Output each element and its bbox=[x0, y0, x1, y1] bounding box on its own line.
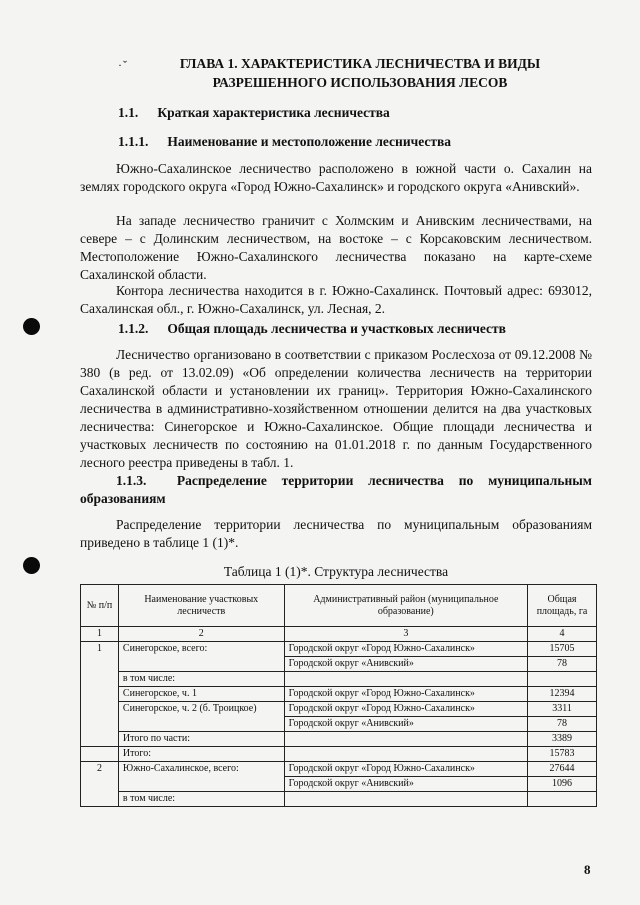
paragraph-organization: Лесничество организовано в соответствии с приказом Рослесхоза от 09.12.2008 № 380 (в ред. от 13.02.09) «Об определении количества лесничеств на территории Сахалинской области и установлении их границ». Территория Южно-Сахалинского лесничества в административно-хозяйственном отношении делится на два участковых лесничества: Синегорское и Южно-Сахалинское. Общие площади лесничества и участковых лесничеств по состоянию на 01.01.2018 г. по данным Государственного лесного реестра приведены в табл. 1. bbox=[80, 347, 592, 470]
section-number: 1.1.2. bbox=[118, 321, 149, 336]
section-1-1-3-heading bbox=[80, 472, 592, 508]
table-row bbox=[81, 792, 597, 807]
district: Городской округ «Город Южно-Сахалинск» bbox=[284, 702, 527, 717]
section-title: Распределение территории лесничества по муниципальным образованиям bbox=[80, 473, 593, 506]
area: 12394 bbox=[528, 687, 597, 702]
district: Городской округ «Город Южно-Сахалинск» bbox=[284, 762, 527, 777]
district: Городской округ «Город Южно-Сахалинск» bbox=[284, 642, 527, 657]
colnum: 4 bbox=[528, 627, 597, 642]
district: Городской округ «Анивский» bbox=[284, 777, 527, 792]
colnum: 3 bbox=[284, 627, 527, 642]
table-row bbox=[81, 747, 597, 762]
header-num: № п/п bbox=[81, 585, 119, 627]
chapter-title-line-2: РАЗРЕШЕННОГО ИСПОЛЬЗОВАНИЯ ЛЕСОВ bbox=[212, 75, 508, 90]
table-caption: Таблица 1 (1)*. Структура лесничества bbox=[223, 564, 449, 579]
scan-mark: ·ˇ bbox=[118, 58, 128, 72]
row-number: 2 bbox=[81, 762, 119, 807]
row-number: 1 bbox=[81, 642, 119, 747]
paragraph-distribution: Распределение территории лесничества по муниципальным образованиям приведено в таблице 1 (1)*. bbox=[80, 517, 592, 550]
including-label: в том числе: bbox=[118, 672, 284, 687]
area: 78 bbox=[528, 717, 597, 732]
district: Городской округ «Анивский» bbox=[284, 657, 527, 672]
area: 3311 bbox=[528, 702, 597, 717]
section-number: 1.1.1. bbox=[118, 134, 149, 149]
empty-cell bbox=[284, 792, 527, 807]
empty-cell bbox=[528, 672, 597, 687]
section-1-1-2-heading bbox=[118, 320, 506, 338]
forestry-part-name: Синегорское, ч. 2 (б. Троицкое) bbox=[118, 702, 284, 732]
binder-hole bbox=[23, 557, 40, 574]
paragraph-location: Южно-Сахалинское лесничество расположено в южной части о. Сахалин на землях городского округа «Город Южно-Сахалинск» и городского округа «Анивский». bbox=[80, 161, 592, 194]
table-row bbox=[81, 642, 597, 657]
binder-hole bbox=[23, 318, 40, 335]
table-row bbox=[81, 762, 597, 777]
forestry-name: Южно-Сахалинское, всего: bbox=[118, 762, 284, 792]
forestry-part-name: Синегорское, ч. 1 bbox=[118, 687, 284, 702]
table-row bbox=[81, 702, 597, 717]
district: Городской округ «Анивский» bbox=[284, 717, 527, 732]
area: 78 bbox=[528, 657, 597, 672]
colnum: 2 bbox=[118, 627, 284, 642]
header-area: Общая площадь, га bbox=[528, 585, 597, 627]
including-label: в том числе: bbox=[118, 792, 284, 807]
area: 15783 bbox=[528, 747, 597, 762]
empty-cell bbox=[81, 747, 119, 762]
paragraph-office: Контора лесничества находится в г. Южно-Сахалинск. Почтовый адрес: 693012, Сахалинская обл., г. Южно-Сахалинск, ул. Лесная, 2. bbox=[80, 283, 592, 316]
table-row bbox=[81, 672, 597, 687]
paragraph-borders: На западе лесничество граничит с Холмским и Анивским лесничествами, на севере – с Долинским лесничеством, на востоке – с Корсаковским лесничеством. Местоположение Южно-Сахалинского лесничества показано на карте-схеме Сахалинской области. bbox=[80, 213, 592, 282]
chapter-title-line-1: ГЛАВА 1. ХАРАКТЕРИСТИКА ЛЕСНИЧЕСТВА И ВИДЫ bbox=[179, 56, 541, 71]
subtotal-label: Итого по части: bbox=[118, 732, 284, 747]
column-number-row bbox=[81, 627, 597, 642]
total-label: Итого: bbox=[118, 747, 284, 762]
area: 15705 bbox=[528, 642, 597, 657]
header-district: Административный район (муниципальное образование) bbox=[284, 585, 527, 627]
section-number: 1.1.3. bbox=[116, 473, 147, 488]
empty-cell bbox=[284, 747, 527, 762]
header-name: Наименование участковых лесничеств bbox=[118, 585, 284, 627]
section-title: Краткая характеристика лесничества bbox=[157, 105, 390, 120]
area: 1096 bbox=[528, 777, 597, 792]
area: 3389 bbox=[528, 732, 597, 747]
empty-cell bbox=[284, 732, 527, 747]
section-1-1-1-heading bbox=[118, 133, 451, 151]
section-title: Наименование и местоположение лесничества bbox=[167, 134, 452, 149]
forestry-name: Синегорское, всего: bbox=[118, 642, 284, 672]
area: 27644 bbox=[528, 762, 597, 777]
table-header-row bbox=[81, 585, 597, 627]
table-row bbox=[81, 732, 597, 747]
table-row bbox=[81, 687, 597, 702]
empty-cell bbox=[528, 792, 597, 807]
district: Городской округ «Город Южно-Сахалинск» bbox=[284, 687, 527, 702]
section-title: Общая площадь лесничества и участковых лесничеств bbox=[167, 321, 506, 336]
chapter-title bbox=[150, 54, 570, 92]
section-1-1-heading bbox=[118, 104, 390, 122]
section-number: 1.1. bbox=[118, 105, 139, 120]
structure-table bbox=[80, 584, 597, 807]
empty-cell bbox=[284, 672, 527, 687]
colnum: 1 bbox=[81, 627, 119, 642]
page-number: 8 bbox=[584, 862, 591, 877]
